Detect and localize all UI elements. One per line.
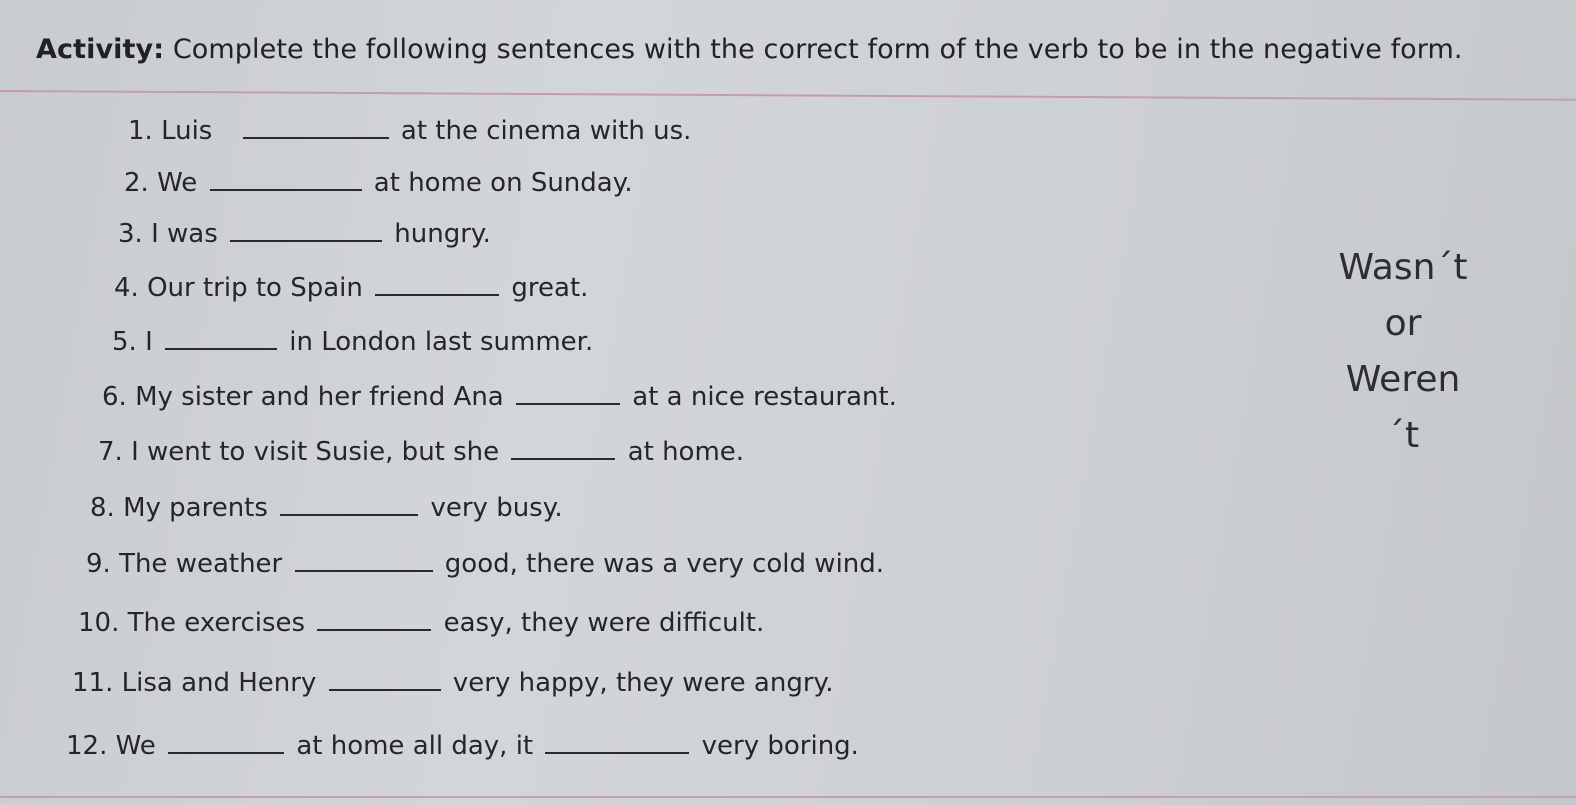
sentence-8-after: very busy. (430, 493, 563, 523)
sentence-2 (124, 167, 633, 198)
sentence-5-blank[interactable] (165, 326, 277, 350)
sentence-12-blank-1[interactable] (168, 730, 284, 754)
sentence-9 (86, 548, 884, 579)
bottom-divider (0, 796, 1576, 798)
answer-options (1338, 240, 1468, 456)
sentence-9-blank[interactable] (295, 548, 433, 572)
sentence-6-after: at a nice restaurant. (632, 382, 897, 412)
sentence-11-before: 11. Lisa and Henry (72, 668, 317, 698)
sentence-5-after: in London last summer. (289, 327, 594, 357)
sentence-4 (114, 272, 588, 303)
sentence-7-after: at home. (627, 437, 745, 467)
sentence-12-blank-2[interactable] (545, 730, 689, 754)
sentence-1-blank[interactable] (243, 115, 389, 139)
sentence-4-blank[interactable] (375, 272, 499, 296)
sentence-11 (72, 667, 833, 698)
sentence-11-blank[interactable] (329, 667, 441, 691)
sentence-5 (112, 326, 593, 357)
sentence-10-blank[interactable] (317, 607, 431, 631)
sentence-4-after: great. (511, 273, 589, 303)
activity-instruction: Complete the following sentences with the correct form of the verb to be in the negative form. (172, 34, 1463, 65)
sentence-4-before: 4. Our trip to Spain (114, 273, 363, 303)
sentence-3-blank[interactable] (230, 218, 382, 242)
top-divider (0, 90, 1576, 101)
sentence-6-blank[interactable] (516, 381, 620, 405)
sentence-9-before: 9. The weather (86, 549, 283, 579)
sentence-10-after: easy, they were difficult. (443, 608, 765, 638)
sentence-8-before: 8. My parents (90, 493, 268, 523)
sentence-1-after: at the cinema with us. (400, 116, 692, 146)
sentence-8-blank[interactable] (280, 492, 418, 516)
sentence-6-before: 6. My sister and her friend Ana (102, 382, 504, 412)
sentence-3-before: 3. I was (118, 219, 218, 249)
sentence-7-blank[interactable] (511, 436, 615, 460)
sentence-6 (102, 381, 897, 412)
option-or: or (1384, 303, 1422, 344)
sentence-2-after: at home on Sunday. (373, 168, 633, 198)
sentence-2-blank[interactable] (210, 167, 362, 191)
activity-title (36, 34, 1463, 65)
sentence-12 (66, 730, 859, 761)
sentence-3 (118, 218, 491, 249)
sentence-3-after: hungry. (394, 219, 491, 249)
sentence-10-before: 10. The exercises (78, 608, 306, 638)
sentence-12-middle: at home all day, it (296, 731, 534, 761)
sentence-7 (98, 436, 744, 467)
sentence-1 (128, 115, 691, 146)
sentence-2-before: 2. We (124, 168, 198, 198)
sentence-7-before: 7. I went to visit Susie, but she (98, 437, 500, 467)
sentence-11-after: very happy, they were angry. (452, 668, 834, 698)
sentence-1-before: 1. Luis (128, 116, 213, 146)
sentence-8 (90, 492, 563, 523)
sentence-10 (78, 607, 764, 638)
sentence-12-before: 12. We (66, 731, 156, 761)
option-wasnt: Wasn´t (1338, 247, 1468, 288)
option-werent: Weren´t (1345, 359, 1461, 456)
sentence-12-after: very boring. (701, 731, 859, 761)
sentence-5-before: 5. I (112, 327, 153, 357)
sentence-9-after: good, there was a very cold wind. (444, 549, 885, 579)
activity-label: Activity: (36, 34, 165, 65)
